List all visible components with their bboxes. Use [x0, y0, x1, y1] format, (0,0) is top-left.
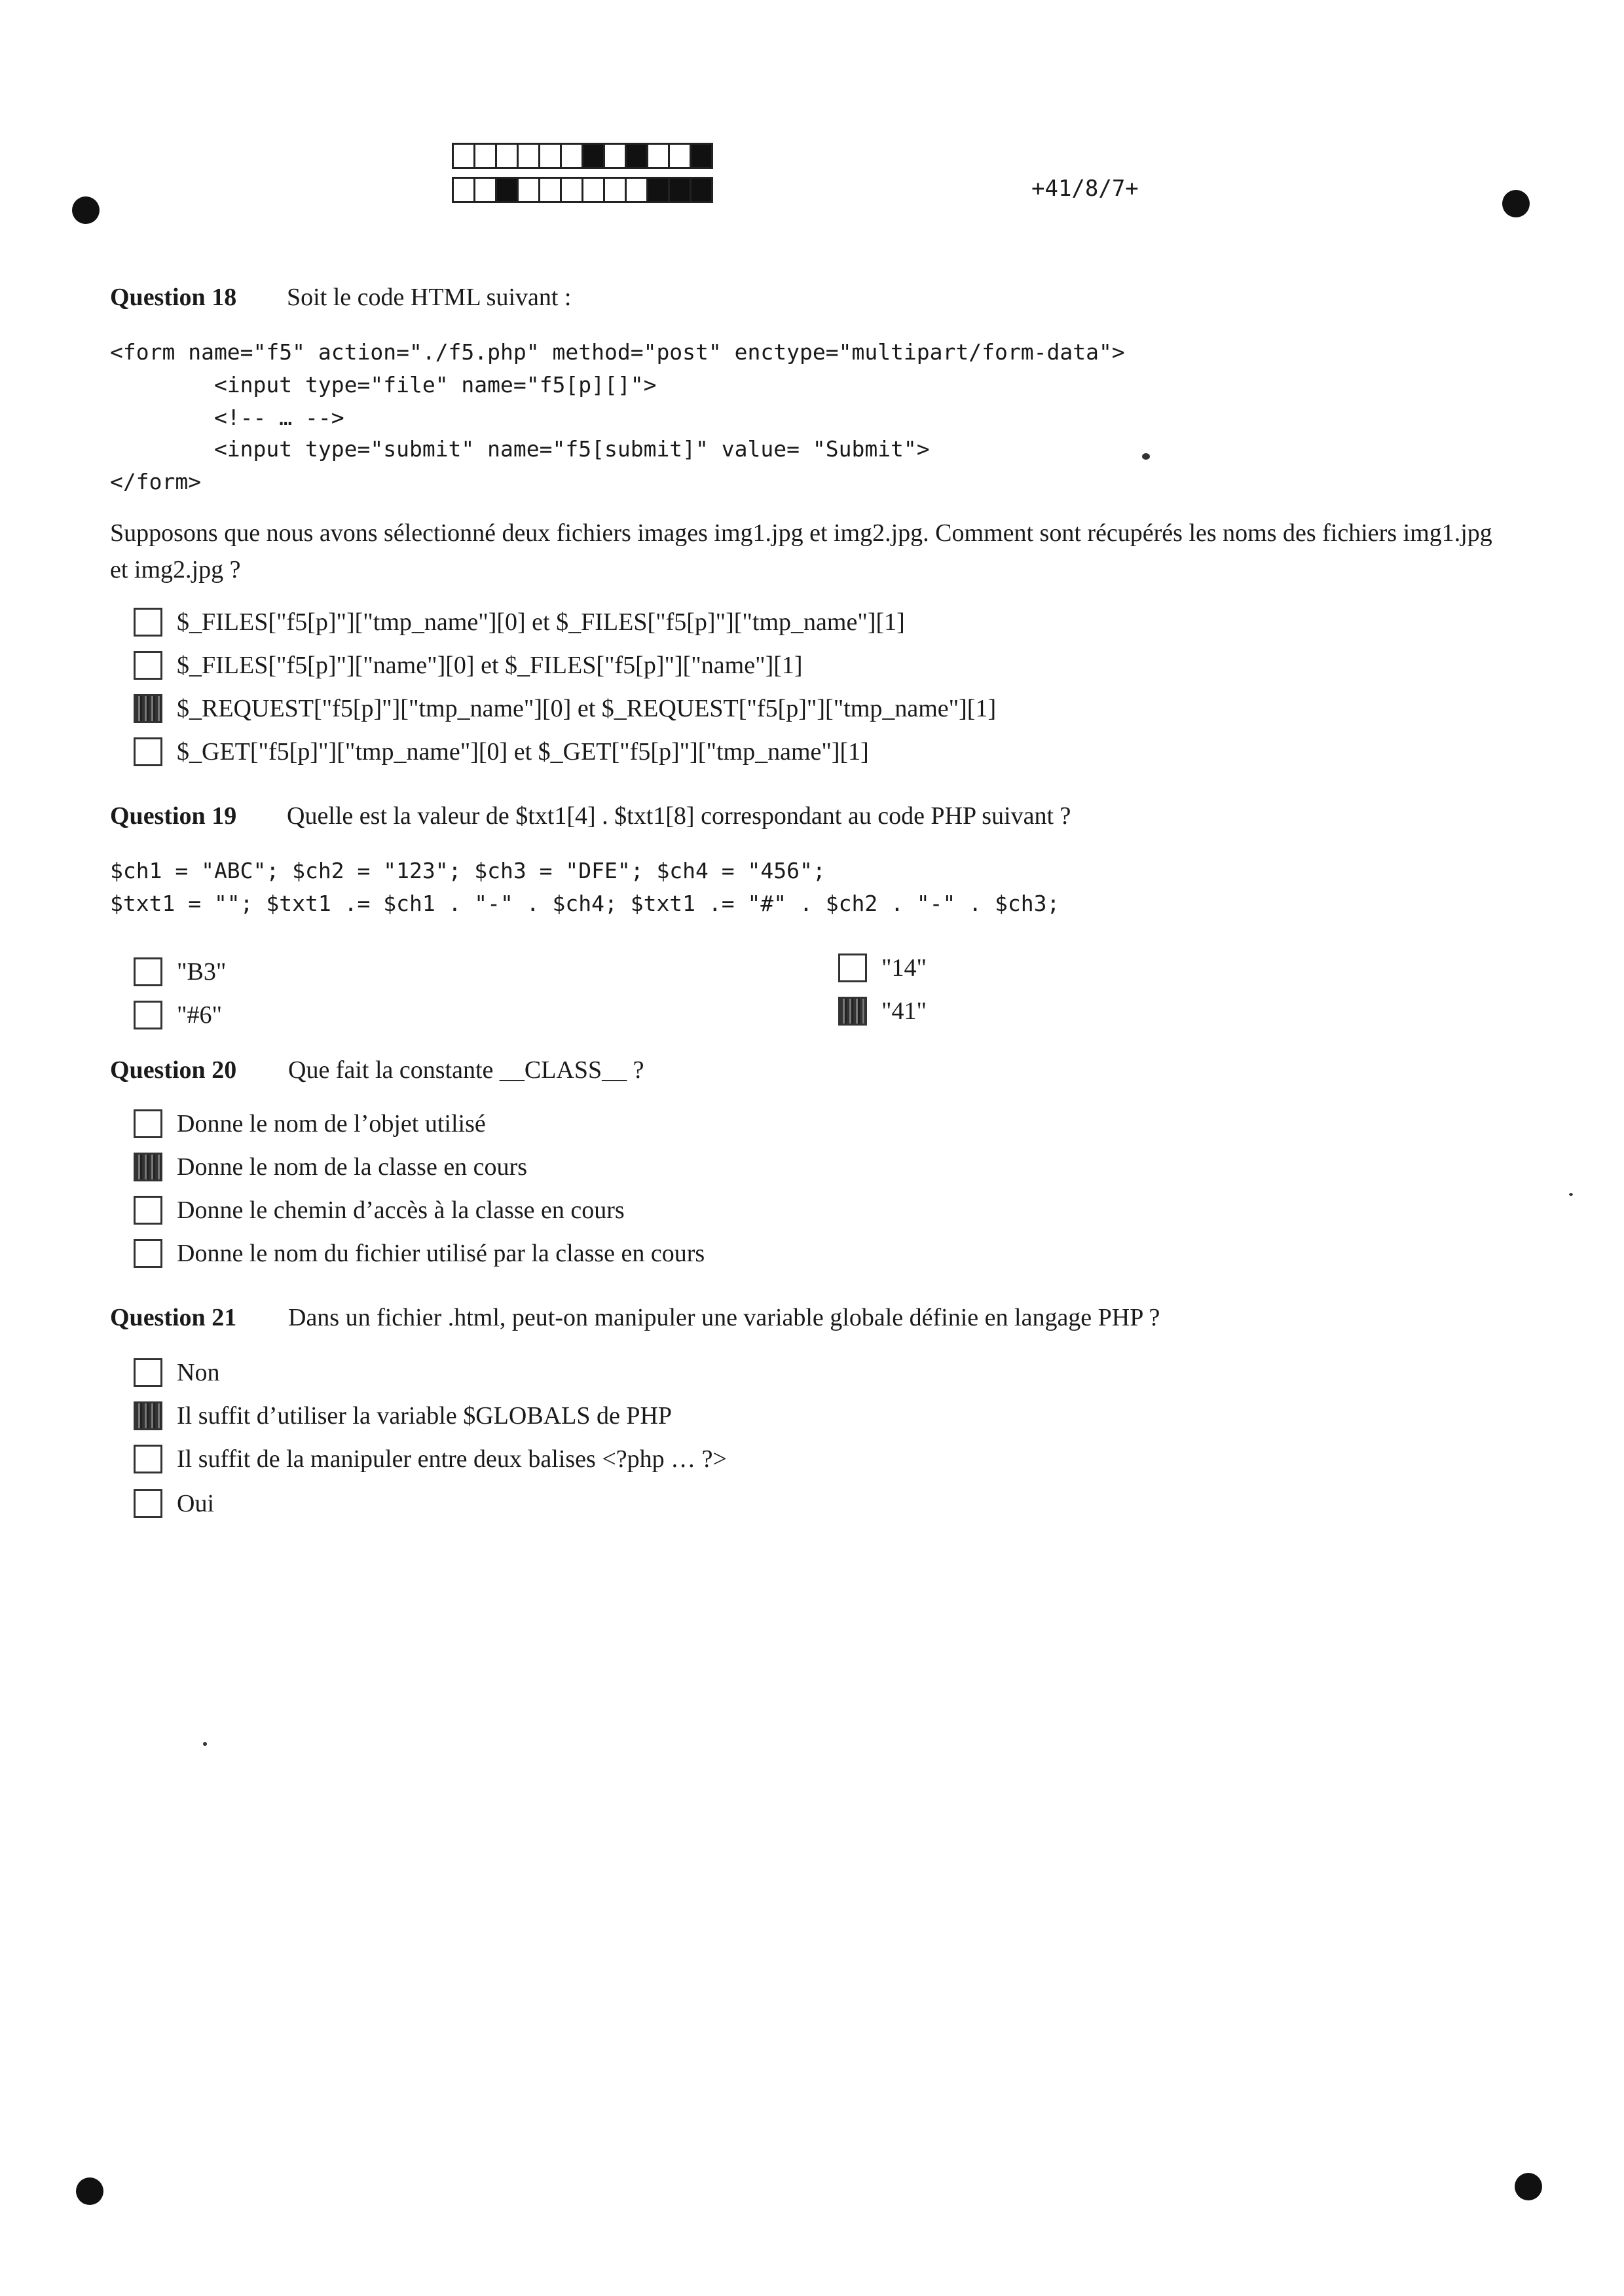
answer-label: Donne le nom de la classe en cours: [177, 1153, 527, 1181]
question-19-header: [110, 802, 1071, 830]
barcode-cell: [473, 143, 497, 169]
scan-speck: [203, 1742, 207, 1746]
answer-checkbox[interactable]: [134, 1358, 162, 1387]
answer-checkbox[interactable]: [134, 1001, 162, 1029]
answer-option[interactable]: [134, 1489, 214, 1518]
barcode-cell: [517, 143, 540, 169]
barcode-cell: [538, 143, 562, 169]
barcode-cell: [668, 143, 692, 169]
question-20-header: [110, 1056, 644, 1084]
barcode-cell: [668, 177, 692, 203]
registration-mark-top-right: [1502, 190, 1530, 217]
answer-label: Donne le nom du fichier utilisé par la classe en cours: [177, 1240, 705, 1267]
barcode-cell: [603, 143, 627, 169]
answer-checkbox[interactable]: [134, 1239, 162, 1268]
answer-checkbox[interactable]: [134, 737, 162, 766]
code-line: $txt1 = ""; $txt1 .= $ch1 . "-" . $ch4; $txt1 .= "#" . $ch2 . "-" . $ch3;: [110, 891, 1060, 916]
answer-checkbox[interactable]: [134, 1196, 162, 1225]
code-line: <form name="f5" action="./f5.php" method="post" enctype="multipart/form-data">: [110, 339, 1125, 365]
answer-label: "#6": [177, 1001, 223, 1029]
question-21-header: [110, 1303, 1160, 1332]
answer-checkbox[interactable]: [838, 954, 867, 982]
answer-checkbox[interactable]: [134, 1153, 162, 1181]
answer-label: Donne le chemin d’accès à la classe en cours: [177, 1196, 625, 1224]
answer-checkbox[interactable]: [134, 1109, 162, 1138]
barcode-cell: [690, 177, 713, 203]
answer-label: $_REQUEST["f5[p]"]["tmp_name"][0] et $_REQUEST["f5[p]"]["tmp_name"][1]: [177, 695, 997, 722]
barcode-cell: [560, 143, 583, 169]
answer-option[interactable]: [134, 1445, 727, 1473]
barcode-cell: [495, 143, 519, 169]
answer-option[interactable]: [134, 1109, 486, 1138]
code-line: </form>: [110, 469, 202, 494]
barcode-cell: [581, 177, 605, 203]
question-prompt: Que fait la constante __CLASS__ ?: [288, 1056, 644, 1084]
barcode-cell: [473, 177, 497, 203]
answer-option[interactable]: [134, 1001, 222, 1029]
question-18-header: [110, 283, 571, 312]
question-number: Question 21: [110, 1304, 237, 1331]
answer-label: Oui: [177, 1490, 214, 1517]
scan-speck: [1142, 453, 1150, 460]
scan-speck: [1569, 1193, 1573, 1196]
answer-label: Non: [177, 1359, 220, 1386]
code-line: $ch1 = "ABC"; $ch2 = "123"; $ch3 = "DFE"; $ch4 = "456";: [110, 858, 826, 883]
barcode-cell: [452, 143, 475, 169]
answer-checkbox[interactable]: [838, 997, 867, 1026]
code-line: <input type="file" name="f5[p][]">: [110, 372, 657, 398]
answer-label: $_GET["f5[p]"]["tmp_name"][0] et $_GET["f5[p]"]["tmp_name"][1]: [177, 738, 869, 766]
barcode-cell: [495, 177, 519, 203]
answer-checkbox[interactable]: [134, 1401, 162, 1430]
answer-label: Il suffit de la manipuler entre deux balises <?php … ?>: [177, 1445, 727, 1473]
barcode-cell: [625, 143, 648, 169]
answer-checkbox[interactable]: [134, 608, 162, 637]
barcode-top-row: [452, 143, 711, 169]
answer-option[interactable]: [134, 1196, 625, 1225]
question-18-text: Supposons que nous avons sélectionné deux fichiers images img1.jpg et img2.jpg. Comment sont récupérés les noms des fichiers img1.jpg et img2.jpg ?: [110, 519, 1492, 583]
answer-option[interactable]: [134, 1401, 672, 1430]
answer-checkbox[interactable]: [134, 651, 162, 680]
answer-label: Donne le nom de l’objet utilisé: [177, 1110, 486, 1138]
answer-label: "14": [881, 954, 927, 982]
barcode-cell: [452, 177, 475, 203]
answer-label: $_FILES["f5[p]"]["name"][0] et $_FILES["f5[p]"]["name"][1]: [177, 652, 803, 679]
question-number: Question 19: [110, 802, 237, 830]
answer-option[interactable]: [134, 737, 869, 766]
answer-label: "B3": [177, 958, 227, 986]
answer-option[interactable]: [838, 954, 927, 982]
answer-checkbox[interactable]: [134, 1489, 162, 1518]
barcode-cell: [690, 143, 713, 169]
registration-mark-bottom-left: [76, 2177, 103, 2205]
answer-checkbox[interactable]: [134, 957, 162, 986]
answer-label: $_FILES["f5[p]"]["tmp_name"][0] et $_FILES["f5[p]"]["tmp_name"][1]: [177, 608, 905, 636]
answer-option[interactable]: [134, 957, 226, 986]
answer-checkbox[interactable]: [134, 1445, 162, 1473]
registration-mark-bottom-right: [1515, 2173, 1542, 2200]
answer-label: "41": [881, 997, 927, 1025]
barcode-cell: [625, 177, 648, 203]
question-prompt: Quelle est la valeur de $txt1[4] . $txt1[8] correspondant au code PHP suivant ?: [287, 802, 1071, 830]
answer-checkbox[interactable]: [134, 694, 162, 723]
answer-option[interactable]: [134, 694, 996, 723]
answer-option[interactable]: [134, 1153, 527, 1181]
page-identifier: +41/8/7+: [1031, 176, 1139, 202]
question-number: Question 18: [110, 284, 237, 311]
barcode-cell: [517, 177, 540, 203]
code-line: <input type="submit" name="f5[submit]" value= "Submit">: [110, 436, 930, 462]
barcode-cell: [581, 143, 605, 169]
barcode-bottom-row: [452, 177, 711, 203]
question-prompt: Soit le code HTML suivant :: [287, 284, 572, 311]
answer-option[interactable]: [134, 608, 905, 637]
answer-option[interactable]: [838, 997, 927, 1026]
barcode-cell: [560, 177, 583, 203]
answer-option[interactable]: [134, 1239, 705, 1268]
answer-option[interactable]: [134, 651, 803, 680]
barcode-cell: [646, 177, 670, 203]
code-line: <!-- … -->: [110, 405, 344, 430]
barcode-cell: [646, 143, 670, 169]
question-number: Question 20: [110, 1056, 237, 1084]
registration-mark-top-left: [72, 196, 100, 224]
question-prompt: Dans un fichier .html, peut-on manipuler une variable globale définie en langage PHP ?: [288, 1304, 1160, 1331]
barcode-cell: [538, 177, 562, 203]
answer-option[interactable]: [134, 1358, 219, 1387]
answer-label: Il suffit d’utiliser la variable $GLOBALS de PHP: [177, 1402, 673, 1430]
barcode-cell: [603, 177, 627, 203]
